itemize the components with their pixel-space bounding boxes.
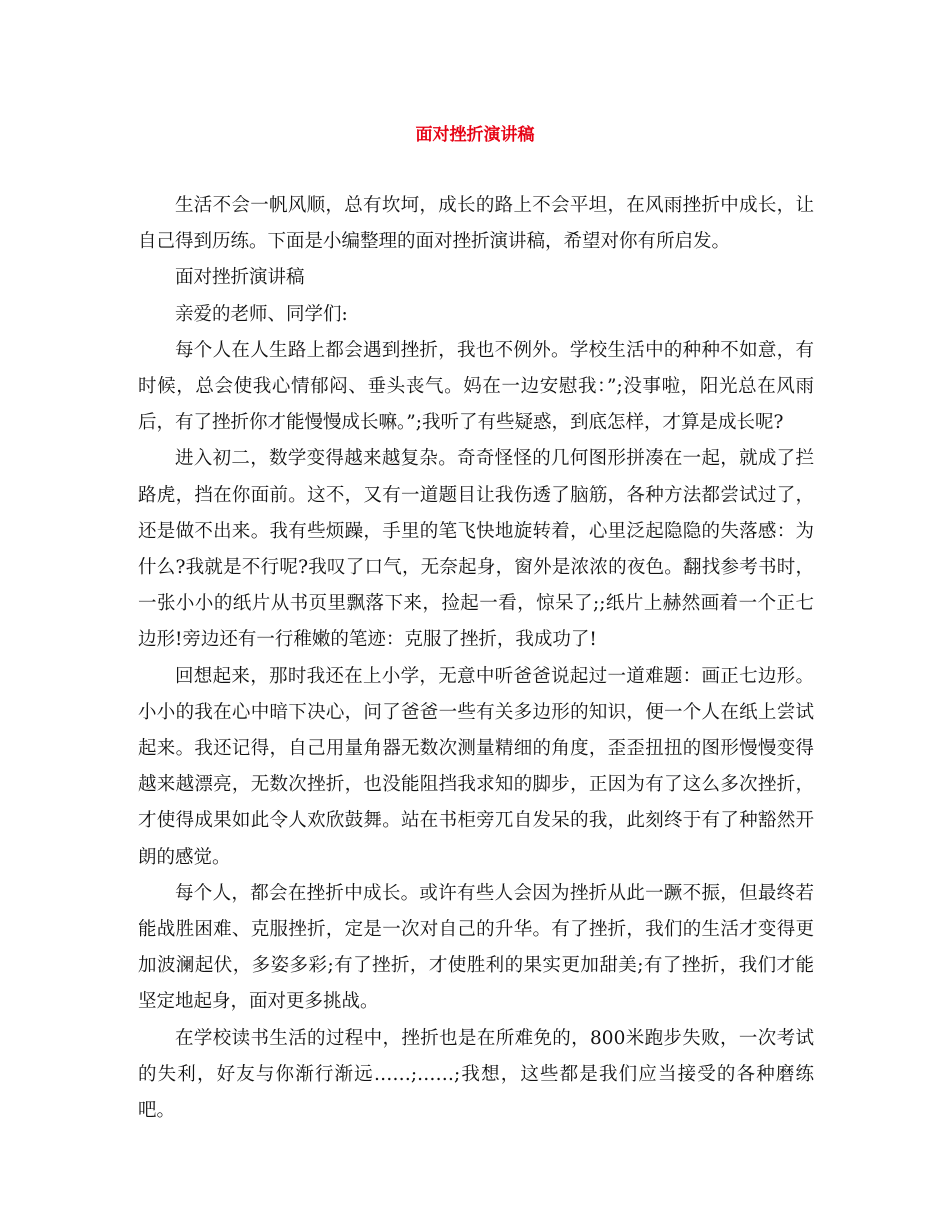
paragraph-body: 在学校读书生活的过程中，挫折也是在所难免的，800米跑步失败，一次考试的失利，好友与你渐行渐远……;……;我想，这些都是我们应当接受的各种磨练吧。 [138, 1027, 814, 1122]
document-body [138, 188, 814, 1129]
paragraph-subtitle: 面对挫折演讲稿 [175, 267, 305, 289]
paragraph-intro: 生活不会一帆风顺，总有坎坷，成长的路上不会平坦，在风雨挫折中成长，让自己得到历练。下面是小编整理的面对挫折演讲稿，希望对你有所启发。 [138, 195, 814, 253]
paragraph-body: 进入初二，数学变得越来越复杂。奇奇怪怪的几何图形拼凑在一起，就成了拦路虎，挡在你面前。这不，又有一道题目让我伤透了脑筋，各种方法都尝试过了，还是做不出来。我有些烦躁，手里的笔飞快地旋转着，心里泛起隐隐的失落感：为什么?我就是不行呢?我叹了口气，无奈起身，窗外是浓浓的夜色。翻找参考书时，一张小小的纸片从书页里飘落下来，捡起一看，惊呆了;;纸片上赫然画着一个正七边形!旁边还有一行稚嫩的笔迹：克服了挫折，我成功了! [138, 448, 814, 651]
paragraph-body: 每个人在人生路上都会遇到挫折，我也不例外。学校生活中的种种不如意，有时候，总会使我心情郁闷、垂头丧气。妈在一边安慰我：”;没事啦，阳光总在风雨后，有了挫折你才能慢慢成长嘛。”;我听了有些疑惑，到底怎样，才算是成长呢? [138, 339, 814, 434]
document-title: 面对挫折演讲稿 [415, 125, 535, 145]
paragraph-greeting: 亲爱的老师、同学们: [175, 303, 348, 325]
paragraph-body: 回想起来，那时我还在上小学，无意中听爸爸说起过一道难题：画正七边形。小小的我在心中暗下决心，问了爸爸一些有关多边形的知识，便一个人在纸上尝试起来。我还记得，自己用量角器无数次测量精细的角度，歪歪扭扭的图形慢慢变得越来越漂亮，无数次挫折，也没能阻挡我求知的脚步，正因为有了这么多次挫折，才使得成果如此令人欢欣鼓舞。站在书柜旁兀自发呆的我，此刻终于有了种豁然开朗的感觉。 [138, 665, 814, 868]
paragraph-body: 每个人，都会在挫折中成长。或许有些人会因为挫折从此一蹶不振，但最终若能战胜困难、克服挫折，定是一次对自己的升华。有了挫折，我们的生活才变得更加波澜起伏，多姿多彩;有了挫折，才使胜利的果实更加甜美;有了挫折，我们才能坚定地起身，面对更多挑战。 [138, 882, 814, 1013]
